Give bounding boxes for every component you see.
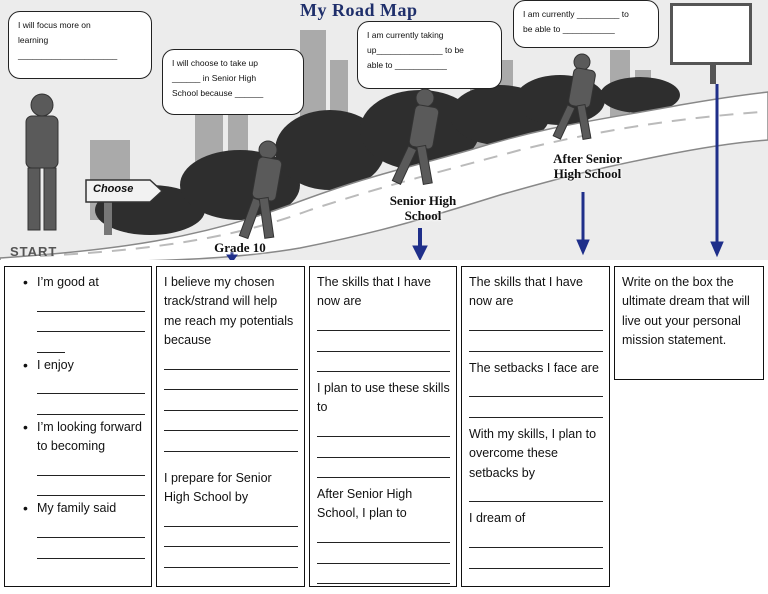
answer-line[interactable] xyxy=(317,438,450,457)
bubble-text: able to ___________ xyxy=(367,60,447,70)
answer-line[interactable] xyxy=(469,398,603,417)
list-item xyxy=(23,273,145,353)
senior-high-label-line: Senior High xyxy=(389,193,457,208)
reflection-list xyxy=(9,273,145,559)
senior-high-label xyxy=(368,193,478,223)
prompt-text: The skills that I have now are xyxy=(317,275,431,309)
bubble-text: be able to ___________ xyxy=(523,24,615,34)
senior-high-label-line: School xyxy=(404,208,442,223)
after-senior-label xyxy=(530,151,645,181)
speech-bubble-focus xyxy=(8,11,152,79)
bubble-text: up______________ to be xyxy=(367,45,464,55)
answer-line[interactable] xyxy=(164,507,298,526)
bubble-text: I will focus more on xyxy=(18,20,91,30)
bubble-text: I will choose to take up xyxy=(172,58,258,68)
answer-line[interactable] xyxy=(317,312,450,331)
prompt-text: The setbacks I face are xyxy=(469,360,599,375)
prompt-text: With my skills, I plan to overcome these setbacks by xyxy=(469,426,597,480)
prompt-text: Write on the box the ultimate dream that will live out your personal mission statement. xyxy=(622,275,750,348)
prompt-text: I dream of xyxy=(469,511,526,526)
prompt-text: My family said xyxy=(37,501,117,516)
prompt-text: I believe my chosen track/strand will help me reach my potentials because xyxy=(164,275,294,348)
speech-bubble-choose xyxy=(162,49,304,115)
answer-line[interactable] xyxy=(317,332,450,351)
answer-line[interactable] xyxy=(37,539,145,558)
answer-line[interactable] xyxy=(164,351,298,370)
list-item xyxy=(23,418,145,497)
prompt-text: The skills that I have now are xyxy=(469,275,583,309)
bubble-text: learning xyxy=(18,35,49,45)
answer-line[interactable] xyxy=(164,528,298,547)
answer-line[interactable] xyxy=(469,483,603,502)
answer-line[interactable] xyxy=(37,457,145,476)
answer-line[interactable] xyxy=(469,529,603,548)
answer-line[interactable] xyxy=(469,378,603,397)
prompt-text: I plan to use these skills to xyxy=(317,380,450,415)
road-map-illustration xyxy=(0,0,768,260)
answer-line[interactable] xyxy=(37,292,145,311)
prompt-text: After Senior High School, I plan to xyxy=(317,486,413,521)
start-label: START xyxy=(10,244,58,259)
answer-line[interactable] xyxy=(37,477,145,496)
dream-signboard xyxy=(670,3,752,65)
page-title: My Road Map xyxy=(300,0,418,20)
answer-line[interactable] xyxy=(317,353,450,372)
answer-line[interactable] xyxy=(164,548,298,567)
list-item xyxy=(23,356,145,415)
answer-line[interactable] xyxy=(469,312,603,331)
speech-bubble-taking xyxy=(357,21,502,89)
prompt-text: I’m looking forward to becoming xyxy=(37,419,142,454)
box-grade10-reflection xyxy=(4,266,152,587)
answer-line[interactable] xyxy=(469,332,603,351)
bubble-text: I am currently taking xyxy=(367,30,444,40)
bubble-text: I am currently _________ to xyxy=(523,9,629,19)
signpost-pole xyxy=(710,62,716,84)
bubble-text: _____________________ xyxy=(18,50,118,60)
answer-line[interactable] xyxy=(317,459,450,478)
answer-line[interactable] xyxy=(317,565,450,584)
answer-line[interactable] xyxy=(37,395,145,414)
prompt-text: I enjoy xyxy=(37,357,74,372)
grade10-label: Grade 10 xyxy=(214,240,266,255)
answer-line[interactable] xyxy=(37,375,145,394)
prompt-text: I prepare for Senior High School by xyxy=(164,470,272,504)
after-senior-label-line: High School xyxy=(553,166,622,181)
answer-line[interactable] xyxy=(37,313,145,332)
box-track-strand xyxy=(156,266,305,587)
answer-line[interactable] xyxy=(164,432,298,451)
answer-line[interactable] xyxy=(164,391,298,410)
bubble-text: ______ in Senior High xyxy=(172,73,257,83)
answer-line[interactable] xyxy=(317,524,450,543)
after-senior-label-line: After Senior xyxy=(553,151,622,166)
box-ultimate-dream xyxy=(614,266,764,380)
speech-bubble-currently xyxy=(513,0,659,48)
box-after-senior-high xyxy=(461,266,610,587)
answer-line[interactable] xyxy=(317,544,450,563)
answer-line[interactable] xyxy=(469,549,603,568)
answer-line[interactable] xyxy=(37,519,145,538)
prompt-text: I’m good at xyxy=(37,275,99,289)
choose-sign-label: Choose xyxy=(93,183,134,195)
answer-line[interactable] xyxy=(164,412,298,431)
answer-line[interactable] xyxy=(164,371,298,390)
answer-line[interactable] xyxy=(37,333,65,352)
list-item xyxy=(23,499,145,558)
answer-line[interactable] xyxy=(317,418,450,437)
box-senior-high xyxy=(309,266,457,587)
bubble-text: School because ______ xyxy=(172,88,264,98)
